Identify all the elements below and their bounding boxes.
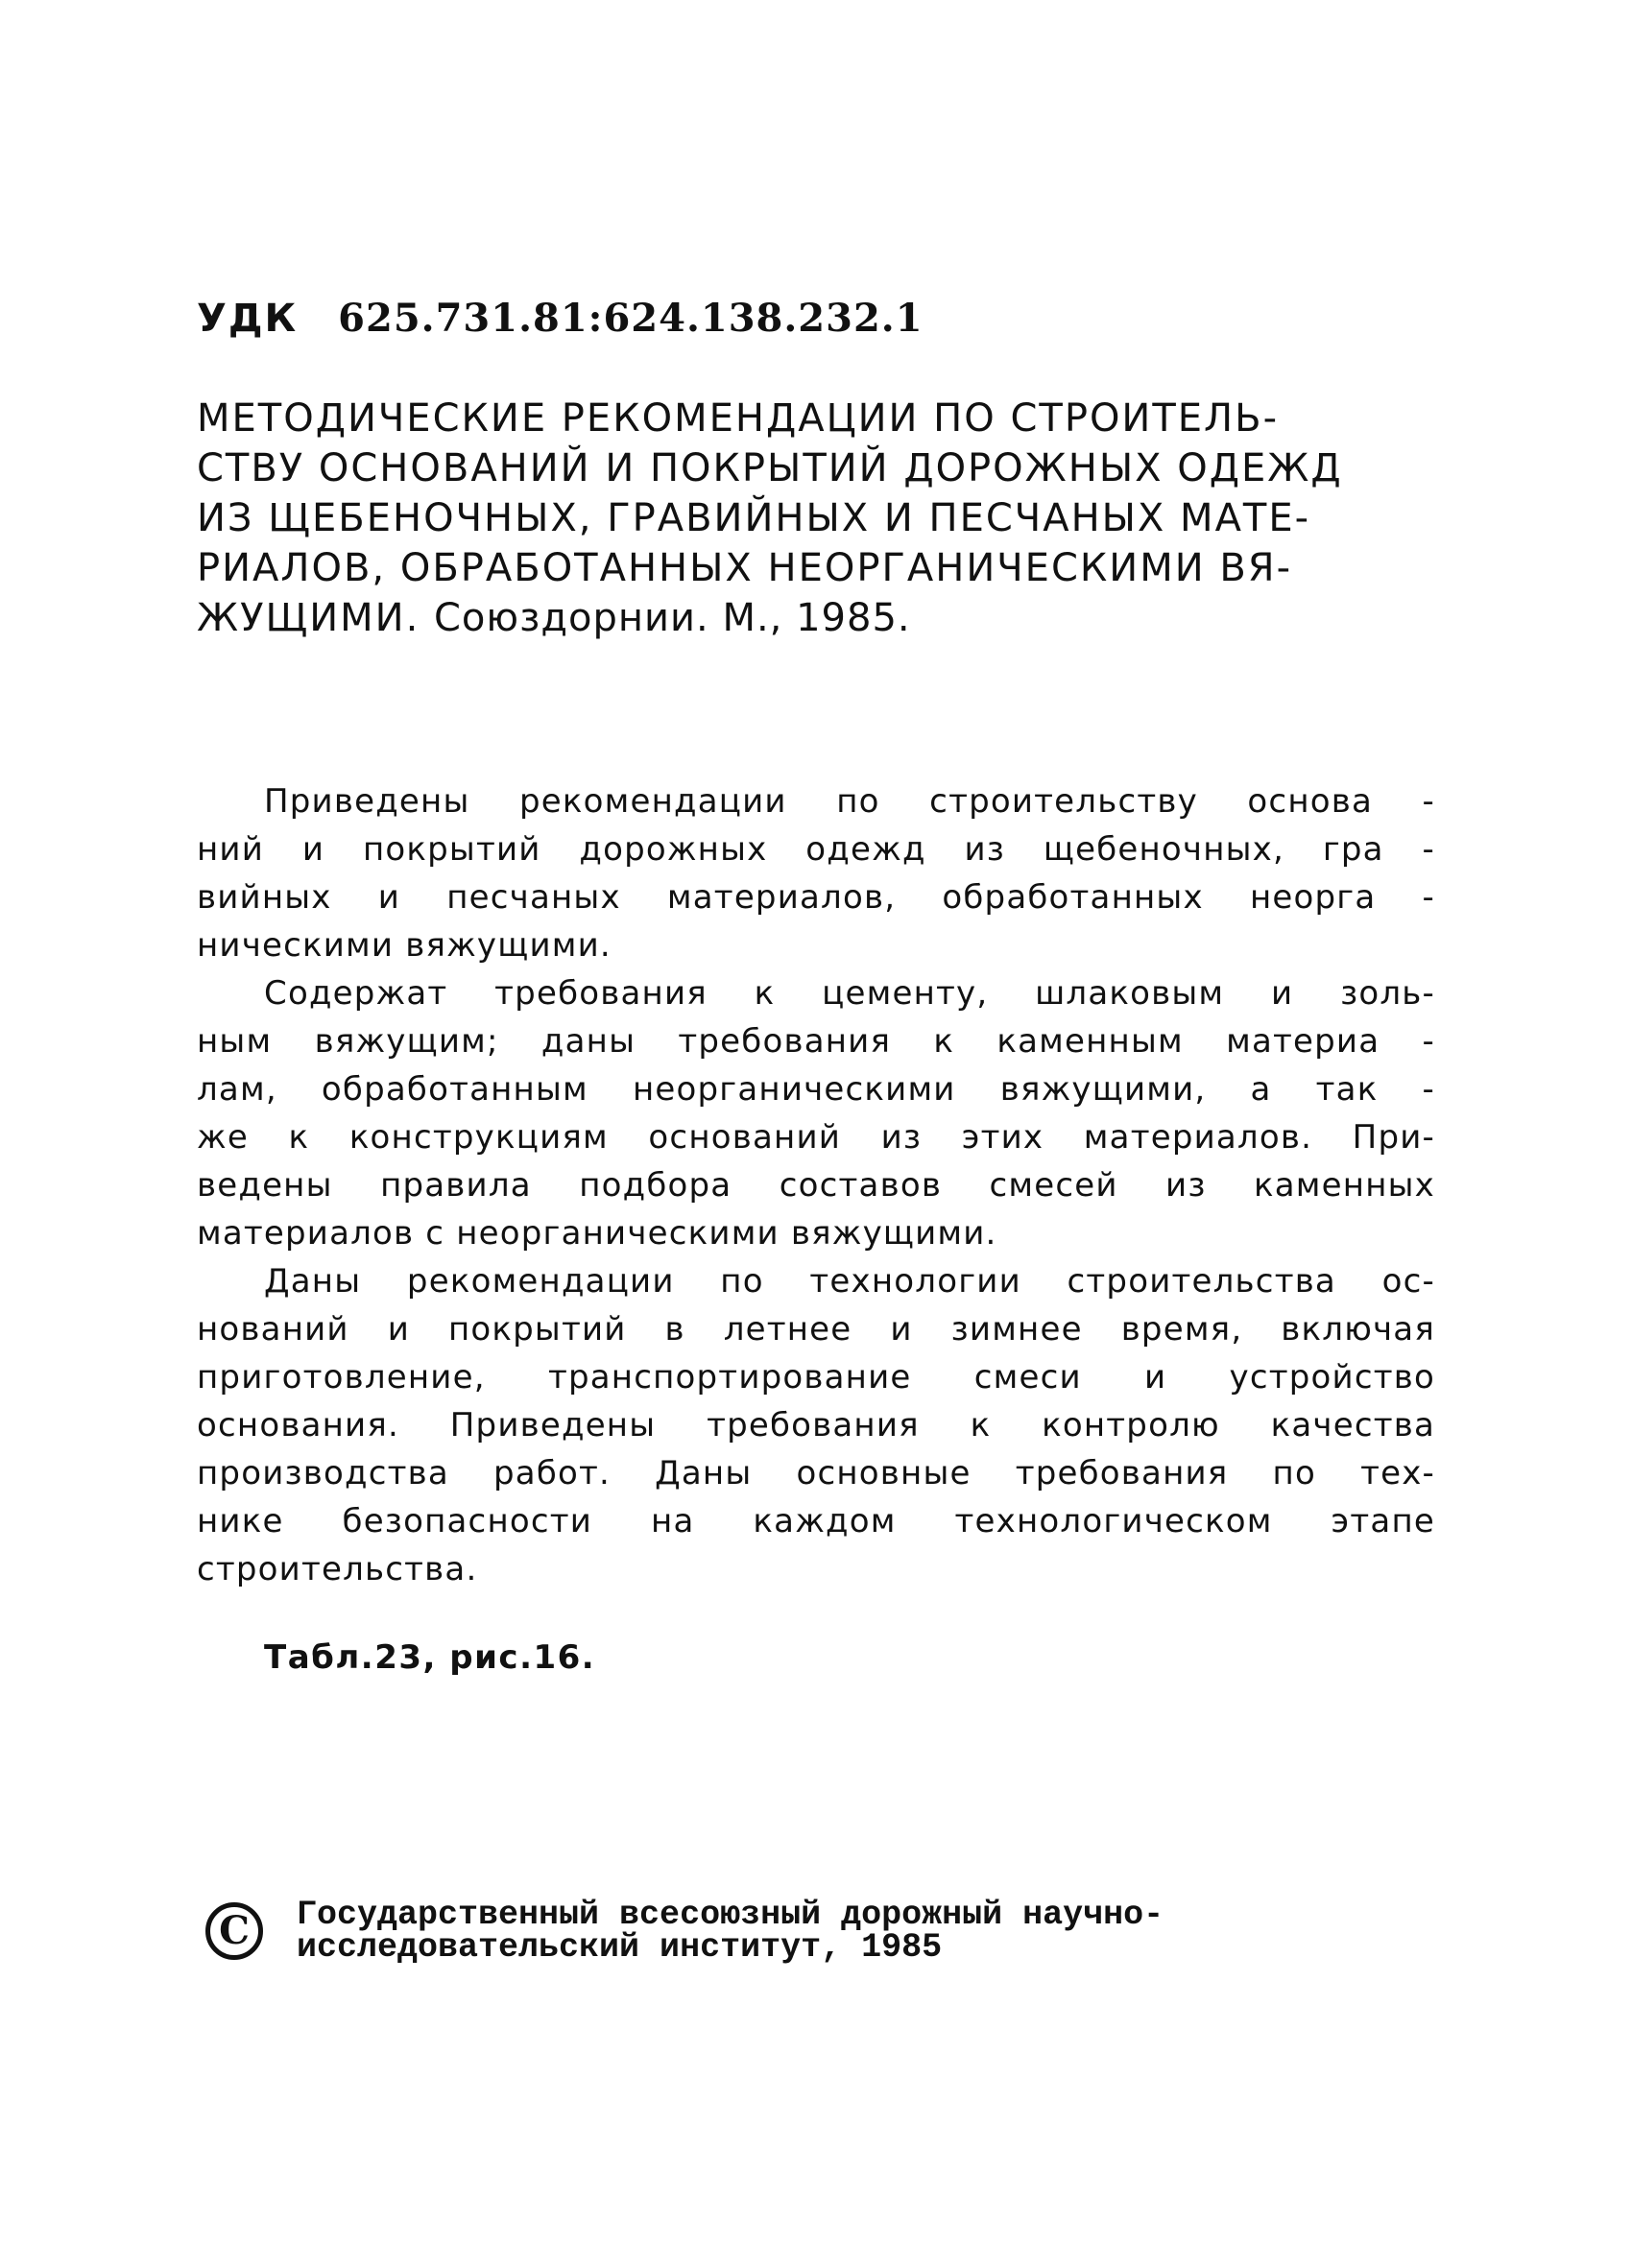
abstract-line: лам, обработанным неорганическими вяжущими, а так - (197, 1070, 1435, 1109)
abstract-paragraph (197, 1257, 1435, 1593)
abstract-line: строительства. (197, 1550, 478, 1588)
abstract-line: же к конструкциям оснований из этих материалов. При- (197, 1118, 1435, 1157)
title-line: МЕТОДИЧЕСКИЕ РЕКОМЕНДАЦИИ ПО СТРОИТЕЛЬ- (197, 396, 1280, 441)
abstract-line: производства работ. Даны основные требования по тех- (197, 1454, 1435, 1492)
abstract-line: ным вяжущим; даны требования к каменным материа - (197, 1022, 1435, 1061)
document-title (197, 394, 1435, 643)
copyright-text (297, 1896, 1164, 1967)
abstract-line: Даны рекомендации по технологии строительства ос- (264, 1262, 1435, 1301)
title-line: СТВУ ОСНОВАНИЙ И ПОКРЫТИЙ ДОРОЖНЫХ ОДЕЖД (197, 446, 1343, 490)
copyright-line: исследовательский институт, 1985 (297, 1928, 943, 1967)
udk-label: УДК (197, 297, 299, 341)
abstract-line: вийных и песчаных материалов, обработанных неорга - (197, 878, 1435, 917)
abstract-line: Содержат требования к цементу, шлаковым и золь- (264, 974, 1435, 1013)
title-last-line (197, 593, 1435, 643)
udk-code: 625.731.81:624.138.232.1 (338, 296, 924, 341)
title-publisher: Союздорнии. М., 1985. (434, 596, 911, 640)
title-line: ИЗ ЩЕБЕНОЧНЫХ, ГРАВИЙНЫХ И ПЕСЧАНЫХ МАТЕ- (197, 496, 1311, 540)
title-last-caps: ЖУЩИМИ. (197, 596, 420, 640)
abstract (197, 777, 1435, 1593)
abstract-line: Приведены рекомендации по строительству основа - (264, 782, 1435, 821)
abstract-line: ведены правила подбора составов смесей из каменных (197, 1166, 1435, 1205)
abstract-paragraph (197, 969, 1435, 1257)
abstract-line: нике безопасности на каждом технологическом этапе (197, 1502, 1435, 1540)
copyright-icon: C (205, 1902, 263, 1960)
udk-line (197, 296, 924, 341)
abstract-line: материалов с неорганическими вяжущими. (197, 1214, 997, 1253)
tables-figures-count: Табл.23, рис.16. (264, 1638, 596, 1677)
abstract-paragraph (197, 777, 1435, 969)
abstract-line: основания. Приведены требования к контролю качества (197, 1406, 1435, 1444)
abstract-line: ний и покрытий дорожных одежд из щебеночных, гра - (197, 830, 1435, 869)
abstract-line: приготовление, транспортирование смеси и устройство (197, 1358, 1435, 1397)
copyright-line: Государственный всесоюзный дорожный научно- (297, 1896, 1164, 1934)
abstract-line: нований и покрытий в летнее и зимнее время, включая (197, 1310, 1435, 1349)
abstract-line: ническими вяжущими. (197, 926, 612, 965)
title-line: РИАЛОВ, ОБРАБОТАННЫХ НЕОРГАНИЧЕСКИМИ ВЯ- (197, 546, 1293, 590)
